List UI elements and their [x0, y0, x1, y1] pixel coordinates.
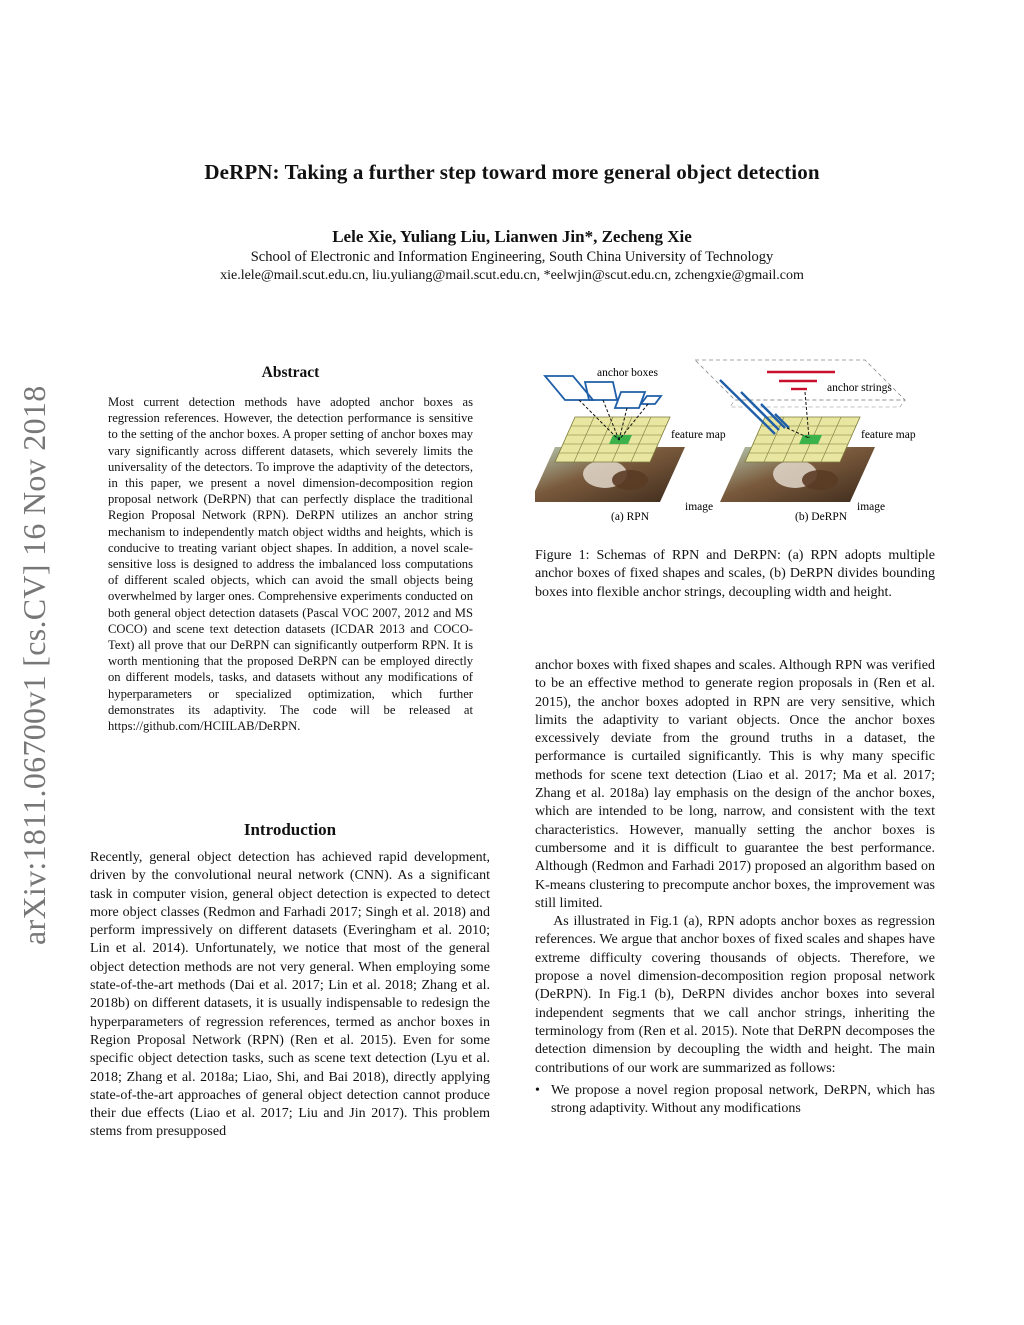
contribution-list-item [535, 1082, 935, 1119]
abstract-text: Most current detection methods have adopted anchor boxes as regression references. However, the detection performance is sensitive to the setting of the anchor boxes. A proper setting of anchor boxes may vary significantly across different datasets, which severely limits the universality of the detectors. To improve the adaptivity of the detectors, in this paper, we present a novel dimension-decomposition region proposal network (DeRPN) that can perfectly displace the traditional Region Proposal Network (RPN). DeRPN utilizes an anchor string mechanism to independently match object widths and heights, which is conducive to treating variant object shapes. In addition, a novel scale-sensitive loss is designed to address the imbalanced loss computations of different scaled objects, which can avoid the small objects being overwhelmed by larger ones. Comprehensive experiments conducted on both general object detection datasets (Pascal VOC 2007, 2012 and MS COCO) and scene text detection datasets (ICDAR 2013 and COCO-Text) all prove that our DeRPN can significantly outperform RPN. It is worth mentioning that the proposed DeRPN can be employed directly on different models, tasks, and datasets without any modifications of hyperparameters or specialized optimization, which further demonstrates its adaptivity. The code will be released at https://github.com/HCIILAB/DeRPN. [108, 395, 473, 734]
abstract-heading: Abstract [261, 364, 320, 381]
figure-1-caption: Figure 1: Schemas of RPN and DeRPN: (a) RPN adopts multiple anchor boxes of fixed shapes and scales, (b) DeRPN divides bounding boxes into flexible anchor strings, decoupling width and height. [535, 548, 935, 600]
bullet-icon: • [535, 1082, 540, 1098]
figure-1 [535, 352, 935, 527]
label-anchor-boxes: anchor boxes [597, 367, 658, 379]
active-cell-b [799, 435, 822, 444]
subfigure-label-b: (b) DeRPN [795, 511, 848, 523]
author-list: Lele Xie, Yuliang Liu, Lianwen Jin*, Zecheng Xie [332, 227, 692, 246]
label-feature-map-a: feature map [671, 429, 726, 441]
panel-rpn [535, 367, 726, 523]
introduction-text: Recently, general object detection has achieved rapid development, driven by the convolutional neural network (CNN). As a significant task in computer vision, general object detection is expected to detect more object classes (Redmon and Farhadi 2017; Singh et al. 2018) and perform impressively on different datasets (Everingham et al. 2010; Lin et al. 2014). Unfortunately, we notice that most of the general object detection methods are not very general. When employing some state-of-the-art methods (Dai et al. 2017; Lin et al. 2018; Zhang et al. 2018b) on different datasets, it is usually indispensable to redesign the hyperparameters of regression references, termed as anchor boxes in Region Proposal Network (RPN) (Ren et al. 2015). Even for some specific object detection tasks, such as scene text detection (Lyu et al. 2018; Zhang et al. 2018a; Liao, Shi, and Bai 2018), directly applying state-of-the-art approaches of general object detection cannot produce their due effects (Liao et al. 2017; Liu and Jin 2017). This problem stems from presupposed [90, 850, 490, 1140]
label-anchor-strings: anchor strings [827, 382, 892, 394]
anchor-box-3 [615, 392, 645, 408]
anchor-string-v2 [741, 392, 779, 430]
affiliation: School of Electronic and Information Engineering, South China University of Technology [250, 249, 774, 265]
figure-1-diagram [535, 352, 935, 527]
paragraph: As illustrated in Fig.1 (a), RPN adopts anchor boxes as regression references. We argue that anchor boxes of fixed scales and shapes have extreme difficulty covering thousands of objects. Therefore, we propose a novel dimension-decomposition region proposal network (DeRPN). In Fig.1 (b), DeRPN divides anchor boxes into several independent segments that we call anchor strings, inheriting the terminology from (Ren et al. 2015). Note that DeRPN decomposes the detection dimension by decoupling the width and height. The main contributions of our work are summarized as follows: [535, 914, 935, 1076]
label-image-a: image [685, 501, 714, 513]
right-column-text [535, 657, 935, 1118]
label-image-b: image [857, 501, 886, 513]
paragraph: anchor boxes with fixed shapes and scales. Although RPN was verified to be an effective method to generate region proposals in (Ren et al. 2015), the anchor boxes adopted in RPN are very sensitive, which limits the adaptivity to variant objects. Once the anchor boxes excessively deviate from the ground truths in a dataset, the performance is curtailed significantly. This is why many specific methods for scene text detection (Liao et al. 2017; Ma et al. 2017; Zhang et al. 2018a) lay emphasis on the design of the anchor boxes, which are intended to be long, narrow, and consistent with the text characteristics. However, manually setting the anchor boxes is cumbersome and it is difficult to guarantee the best performance. Although (Redmon and Farhadi 2017) proposed an algorithm based on K-means clustering to precompute anchor boxes, the improvement was still limited. [535, 658, 935, 911]
subfigure-label-a: (a) RPN [611, 511, 650, 523]
contribution-text: We propose a novel region proposal network, DeRPN, which has strong adaptivity. Without any modifications [551, 1082, 935, 1117]
paper-title: DeRPN: Taking a further step toward more general object detection [204, 160, 820, 184]
panel-derpn [695, 360, 916, 523]
active-cell-a [609, 435, 632, 444]
introduction-heading: Introduction [243, 820, 337, 839]
arxiv-stamp: arXiv:1811.06700v1 [cs.CV] 16 Nov 2018 [16, 385, 52, 945]
label-feature-map-b: feature map [861, 429, 916, 441]
author-emails: xie.lele@mail.scut.edu.cn, liu.yuliang@mail.scut.edu.cn, *eelwjin@scut.edu.cn, zchengxie@gmail.com [220, 268, 804, 283]
